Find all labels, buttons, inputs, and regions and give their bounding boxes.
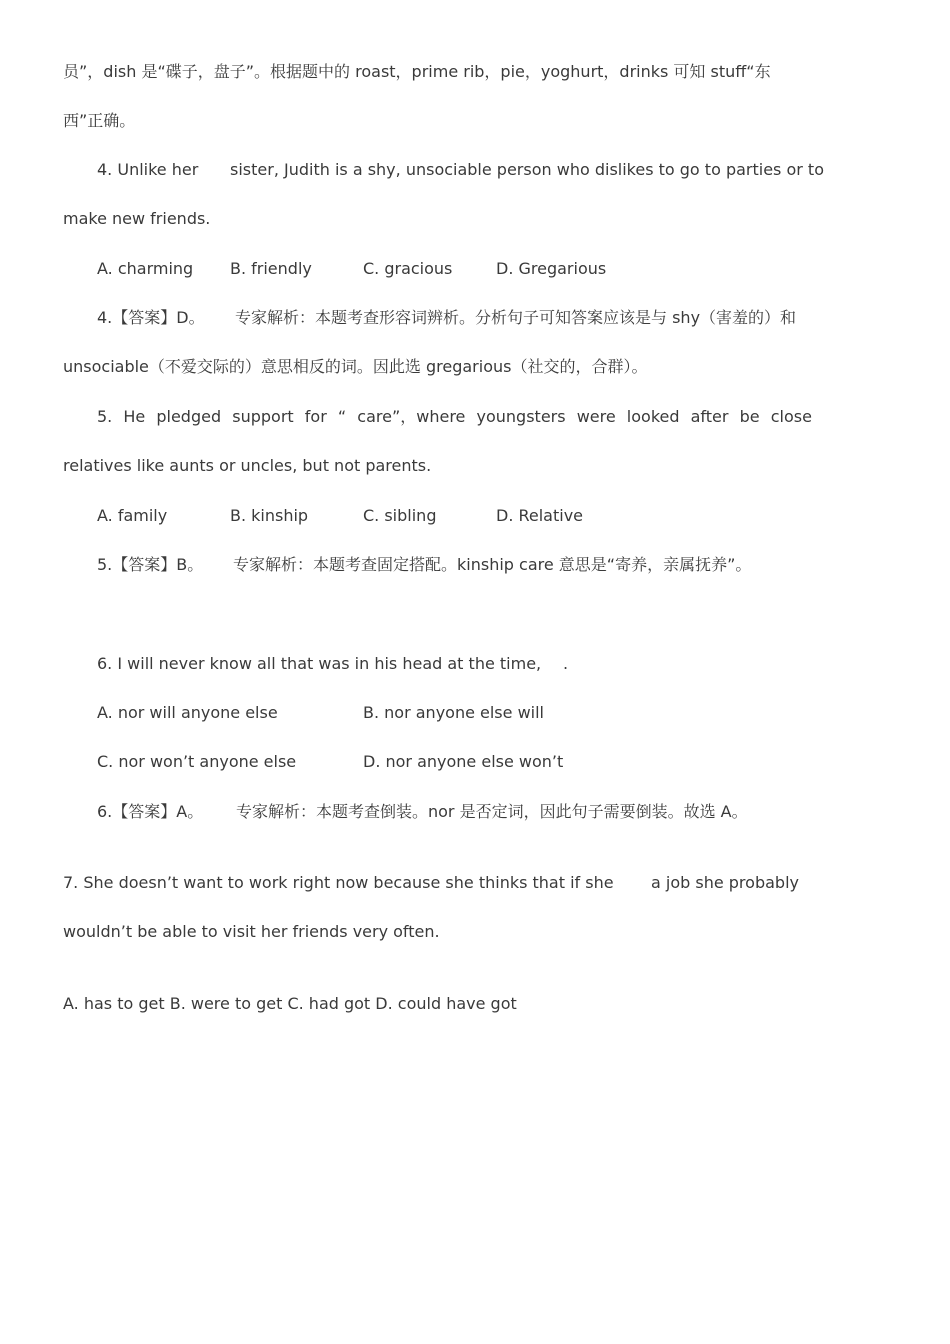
q5-word: pledged — [156, 407, 222, 426]
q5-word: youngsters — [476, 407, 566, 426]
q6-option-b: B. nor anyone else will — [363, 703, 544, 722]
q6-answer-explanation: 专家解析：本题考查倒装。nor 是否定词，因此句子需要倒装。故选 A。 — [236, 802, 748, 821]
q4-answer-explanation: 专家解析：本题考查形容词辨析。分析句子可知答案应该是与 shy（害羞的）和 — [235, 308, 797, 327]
q5-option-b: B. kinship — [230, 506, 309, 525]
q4-option-d: D. Gregarious — [496, 259, 607, 278]
q5-option-d: D. Relative — [496, 506, 584, 525]
q6-answer-label: 6.【答案】A。 — [97, 802, 204, 821]
q4-option-b: B. friendly — [230, 259, 312, 278]
q7-options: A. has to get B. were to get C. had got D. could have got — [63, 994, 517, 1013]
intro-line-1: 员”，dish 是“碟子，盘子”。根据题中的 roast，prime rib，pie，yoghurt，drinks 可知 stuff“东 — [63, 62, 771, 81]
q4-stem-start: 4. Unlike her — [97, 160, 199, 179]
q4-option-c: C. gracious — [363, 259, 453, 278]
q6-option-d: D. nor anyone else won’t — [363, 752, 564, 771]
q5-word: support — [232, 407, 294, 426]
q5-word: He — [123, 407, 146, 426]
q5-word: were — [576, 407, 616, 426]
q4-stem-continuation: make new friends. — [63, 209, 211, 228]
q5-word: close — [770, 407, 812, 426]
q4-answer-label: 4.【答案】D。 — [97, 308, 205, 327]
q5-answer-label: 5.【答案】B。 — [97, 555, 204, 574]
q6-stem: 6. I will never know all that was in his head at the time, — [97, 654, 542, 673]
q5-word: looked — [626, 407, 680, 426]
q5-option-c: C. sibling — [363, 506, 437, 525]
q7-stem-rest: a job she probably — [651, 873, 799, 892]
q5-stem-continuation: relatives like aunts or uncles, but not parents. — [63, 456, 432, 475]
q5-word: be — [739, 407, 760, 426]
q5-word: “ — [337, 407, 347, 426]
q4-option-a: A. charming — [97, 259, 194, 278]
q5-answer-explanation: 专家解析：本题考查固定搭配。kinship care 意思是“寄养，亲属抚养”。 — [233, 555, 752, 574]
q5-word: for — [304, 407, 327, 426]
q6-option-a: A. nor will anyone else — [97, 703, 278, 722]
q5-stem — [97, 407, 812, 427]
q7-stem-continuation: wouldn’t be able to visit her friends very often. — [63, 922, 440, 941]
q5-word: after — [690, 407, 729, 426]
q6-option-c: C. nor won’t anyone else — [97, 752, 297, 771]
q4-answer-continuation: unsociable（不爱交际的）意思相反的词。因此选 gregarious（社交的，合群）。 — [63, 357, 648, 376]
q5-word: care”，where — [357, 407, 466, 426]
q6-stem-end: . — [563, 654, 569, 673]
q7-stem-start: 7. She doesn’t want to work right now because she thinks that if she — [63, 873, 614, 892]
q5-word: 5. — [97, 407, 113, 426]
q4-stem-rest: sister, Judith is a shy, unsociable person who dislikes to go to parties or to — [230, 160, 824, 179]
intro-line-2: 西”正确。 — [63, 111, 136, 130]
q5-option-a: A. family — [97, 506, 168, 525]
